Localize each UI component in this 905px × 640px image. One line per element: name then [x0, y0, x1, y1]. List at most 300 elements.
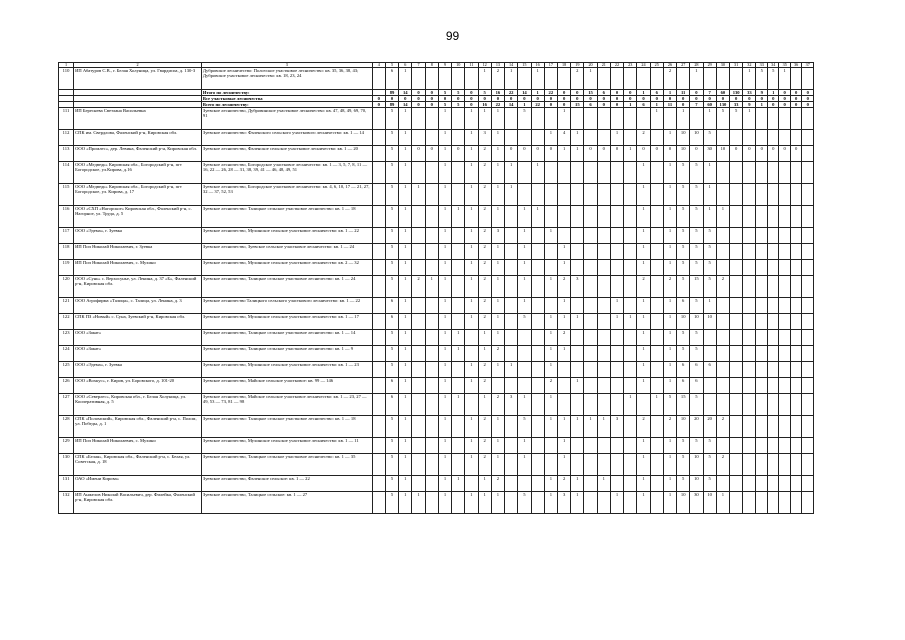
value-cell [802, 162, 814, 184]
value-cell [425, 314, 438, 330]
value-cell [802, 206, 814, 228]
column-header: 2 [74, 63, 202, 68]
column-header: 18 [557, 63, 570, 68]
value-cell [372, 298, 385, 314]
value-cell [597, 68, 610, 90]
column-header: 24 [637, 63, 650, 68]
value-cell: 9 [743, 102, 756, 108]
value-cell [650, 378, 663, 394]
value-cell: 5 [703, 244, 716, 260]
forestry-location: Зуевское лесничество, Мухинское сельское участковое лесничество: кв. 1 — 23 [201, 362, 372, 378]
value-cell: 22 [531, 102, 544, 108]
value-cell [372, 476, 385, 492]
value-cell [571, 184, 584, 206]
column-header: 11 [465, 63, 478, 68]
value-cell [452, 298, 465, 314]
value-cell [802, 378, 814, 394]
organization-name: ИП Поп Николай Николаевич, с. Мухино [74, 260, 202, 276]
row-number: 117 [59, 228, 74, 244]
value-cell: 1 [610, 314, 623, 330]
value-cell: 6 [385, 378, 398, 394]
value-cell [624, 228, 637, 244]
value-cell [544, 260, 557, 276]
value-cell [452, 276, 465, 298]
value-cell [610, 276, 623, 298]
value-cell [557, 362, 570, 378]
value-cell: 14 [399, 90, 412, 96]
value-cell [597, 206, 610, 228]
value-cell [716, 476, 729, 492]
value-cell [465, 394, 478, 416]
value-cell [743, 260, 756, 276]
value-cell: 15 [690, 276, 703, 298]
value-cell [584, 162, 597, 184]
value-cell [802, 438, 814, 454]
value-cell [730, 330, 743, 346]
value-cell [756, 454, 767, 476]
value-cell: 6 [690, 378, 703, 394]
value-cell: 0 [790, 96, 801, 102]
value-cell [610, 162, 623, 184]
table-row [59, 394, 814, 416]
value-cell: 1 [663, 228, 676, 244]
value-cell [571, 362, 584, 378]
value-cell [790, 454, 801, 476]
value-cell: 1 [557, 416, 570, 438]
value-cell [544, 184, 557, 206]
value-cell: 5 [730, 108, 743, 130]
value-cell: 89 [385, 102, 398, 108]
value-cell [372, 416, 385, 438]
value-cell [557, 68, 570, 90]
value-cell: 1 [438, 476, 451, 492]
value-cell: 0 [767, 146, 778, 162]
value-cell: 5 [677, 260, 690, 276]
value-cell [610, 378, 623, 394]
value-cell [779, 228, 790, 244]
value-cell: 0 [767, 102, 778, 108]
value-cell: 10 [703, 314, 716, 330]
table-row [59, 346, 814, 362]
value-cell: 1 [452, 394, 465, 416]
column-header: 33 [756, 63, 767, 68]
value-cell: 1 [663, 476, 676, 492]
value-cell [505, 346, 518, 362]
value-cell [452, 260, 465, 276]
value-cell: 1 [399, 130, 412, 146]
value-cell [802, 330, 814, 346]
value-cell [584, 298, 597, 314]
value-cell [730, 184, 743, 206]
value-cell [743, 416, 756, 438]
value-cell [412, 454, 425, 476]
column-header: 23 [624, 63, 637, 68]
value-cell [790, 346, 801, 362]
row-number: 128 [59, 416, 74, 438]
value-cell [779, 378, 790, 394]
value-cell: 1 [663, 298, 676, 314]
value-cell [531, 438, 544, 454]
value-cell: 10 [703, 492, 716, 514]
value-cell: 1 [743, 108, 756, 130]
value-cell: 1 [465, 130, 478, 146]
value-cell: 1 [637, 346, 650, 362]
value-cell [650, 416, 663, 438]
value-cell: 0 [779, 96, 790, 102]
value-cell: 1 [663, 454, 676, 476]
value-cell [412, 130, 425, 146]
value-cell: 1 [465, 146, 478, 162]
value-cell: 1 [531, 90, 544, 96]
value-cell [716, 346, 729, 362]
table-row [59, 416, 814, 438]
value-cell: 6 [677, 378, 690, 394]
column-header: 29 [703, 63, 716, 68]
value-cell [425, 394, 438, 416]
value-cell: 1 [637, 90, 650, 96]
value-cell [802, 68, 814, 90]
value-cell: 1 [465, 378, 478, 394]
value-cell: 1 [637, 492, 650, 514]
value-cell: 1 [478, 68, 491, 90]
value-cell: 5 [690, 346, 703, 362]
column-header: 9 [438, 63, 451, 68]
value-cell [790, 228, 801, 244]
value-cell [716, 228, 729, 244]
value-cell [743, 184, 756, 206]
value-cell [790, 330, 801, 346]
organization-name: ИП Поп Николай Николаевич, с. Мухино [74, 438, 202, 454]
value-cell [624, 492, 637, 514]
column-header: 21 [597, 63, 610, 68]
value-cell [412, 314, 425, 330]
value-cell: 0 [412, 96, 425, 102]
value-cell: 1 [465, 298, 478, 314]
value-cell [425, 330, 438, 346]
value-cell [597, 330, 610, 346]
value-cell [531, 108, 544, 130]
value-cell [802, 276, 814, 298]
value-cell [425, 454, 438, 476]
value-cell: 1 [452, 330, 465, 346]
value-cell [790, 394, 801, 416]
value-cell: 1 [571, 314, 584, 330]
value-cell: 1 [425, 276, 438, 298]
value-cell: 5 [716, 108, 729, 130]
value-cell [624, 416, 637, 438]
value-cell: 5 [703, 260, 716, 276]
value-cell [571, 346, 584, 362]
value-cell [767, 276, 778, 298]
value-cell: 1 [703, 184, 716, 206]
value-cell [730, 162, 743, 184]
value-cell [425, 228, 438, 244]
value-cell [756, 206, 767, 228]
value-cell [779, 108, 790, 130]
value-cell: 1 [399, 330, 412, 346]
value-cell: 5 [677, 228, 690, 244]
value-cell [425, 492, 438, 514]
value-cell: 1 [637, 378, 650, 394]
forestry-location: Зуевское лесничество Талицкого сельского участкового лесничество: кв. 1 — 22 [201, 298, 372, 314]
value-cell: 2 [478, 276, 491, 298]
value-cell [412, 260, 425, 276]
value-cell [767, 346, 778, 362]
table-row [59, 68, 814, 90]
column-header: 4 [372, 63, 385, 68]
value-cell: 0 [597, 102, 610, 108]
value-cell: 1 [557, 454, 570, 476]
value-cell: 1 [518, 260, 531, 276]
value-cell [610, 476, 623, 492]
value-cell: 0 [756, 146, 767, 162]
value-cell: 7 [703, 90, 716, 96]
value-cell: 1 [597, 416, 610, 438]
value-cell [425, 378, 438, 394]
value-cell: 5 [690, 394, 703, 416]
value-cell [571, 260, 584, 276]
value-cell: 1 [544, 228, 557, 244]
value-cell: 1 [663, 378, 676, 394]
value-cell [465, 346, 478, 362]
value-cell: 0 [690, 146, 703, 162]
value-cell: 1 [412, 492, 425, 514]
value-cell [531, 416, 544, 438]
table-row [59, 108, 814, 130]
value-cell [767, 162, 778, 184]
value-cell: 0 [571, 96, 584, 102]
value-cell: 1 [465, 492, 478, 514]
row-number: 116 [59, 206, 74, 228]
value-cell: 1 [452, 476, 465, 492]
value-cell [571, 394, 584, 416]
value-cell: 5 [385, 108, 398, 130]
value-cell: 1 [544, 492, 557, 514]
value-cell: 5 [703, 228, 716, 244]
value-cell: 0 [790, 146, 801, 162]
value-cell: 1 [637, 206, 650, 228]
value-cell: 1 [452, 206, 465, 228]
value-cell: 0 [531, 96, 544, 102]
value-cell [756, 162, 767, 184]
value-cell [650, 298, 663, 314]
value-cell [790, 206, 801, 228]
value-cell [597, 298, 610, 314]
value-cell [452, 378, 465, 394]
value-cell [703, 68, 716, 90]
organization-name: ООО «Закат» [74, 346, 202, 362]
value-cell [491, 378, 504, 394]
forestry-location: Зуевское лесничество, Мухинское сельское участковое лесничество: кв. 1 — 11 [201, 438, 372, 454]
row-number: 129 [59, 438, 74, 454]
value-cell [610, 330, 623, 346]
value-cell: 2 [571, 68, 584, 90]
value-cell: 1 [505, 362, 518, 378]
table-row [59, 244, 814, 260]
value-cell: 2 [478, 438, 491, 454]
value-cell: 1 [438, 228, 451, 244]
value-cell: 0 [703, 96, 716, 102]
total-label: Всего по лесничеству: [201, 102, 372, 108]
value-cell [584, 260, 597, 276]
value-cell: 1 [399, 244, 412, 260]
row-number: 113 [59, 146, 74, 162]
value-cell: 1 [650, 108, 663, 130]
value-cell [790, 362, 801, 378]
value-cell [544, 206, 557, 228]
value-cell: 1 [438, 146, 451, 162]
value-cell: 3 [478, 130, 491, 146]
value-cell [531, 314, 544, 330]
value-cell: 5 [703, 454, 716, 476]
value-cell [802, 394, 814, 416]
value-cell [756, 438, 767, 454]
value-cell: 5 [385, 276, 398, 298]
value-cell [624, 260, 637, 276]
value-cell [531, 330, 544, 346]
value-cell: 5 [452, 90, 465, 96]
value-cell [756, 346, 767, 362]
value-cell: 0 [690, 90, 703, 96]
organization-name: ИП Береснева Светлана Васильевна [74, 108, 202, 130]
value-cell: 5 [703, 438, 716, 454]
value-cell: 5 [385, 260, 398, 276]
value-cell [802, 346, 814, 362]
value-cell [743, 228, 756, 244]
value-cell: 1 [544, 276, 557, 298]
value-cell: 1 [663, 162, 676, 184]
value-cell [767, 244, 778, 260]
value-cell: 5 [690, 162, 703, 184]
value-cell [597, 438, 610, 454]
value-cell [730, 276, 743, 298]
value-cell: 6 [690, 362, 703, 378]
value-cell: 1 [478, 330, 491, 346]
value-cell [412, 108, 425, 130]
value-cell: 0 [544, 102, 557, 108]
value-cell: 0 [756, 96, 767, 102]
value-cell [518, 330, 531, 346]
value-cell [624, 298, 637, 314]
value-cell [790, 438, 801, 454]
value-cell [743, 378, 756, 394]
table-row [59, 454, 814, 476]
value-cell: 2 [663, 276, 676, 298]
value-cell: 20 [703, 416, 716, 438]
value-cell: 1 [557, 260, 570, 276]
value-cell [802, 362, 814, 378]
value-cell [790, 184, 801, 206]
value-cell [716, 68, 729, 90]
value-cell [505, 330, 518, 346]
value-cell: 1 [663, 492, 676, 514]
value-cell [425, 416, 438, 438]
value-cell [452, 244, 465, 260]
value-cell: 0 [465, 90, 478, 96]
value-cell: 1 [491, 416, 504, 438]
value-cell [505, 314, 518, 330]
value-cell: 1 [557, 244, 570, 260]
organization-name: ОАО «Имени Кирова» [74, 476, 202, 492]
value-cell: 1 [663, 260, 676, 276]
value-cell: 6 [385, 394, 398, 416]
value-cell [372, 162, 385, 184]
column-header: 5 [385, 63, 398, 68]
value-cell: 1 [399, 346, 412, 362]
value-cell [425, 260, 438, 276]
value-cell [531, 276, 544, 298]
value-cell: 1 [518, 438, 531, 454]
value-cell [452, 162, 465, 184]
value-cell: 1 [438, 276, 451, 298]
value-cell [650, 260, 663, 276]
value-cell: 2 [544, 378, 557, 394]
value-cell: 1 [544, 314, 557, 330]
value-cell: 1 [703, 206, 716, 228]
value-cell [756, 362, 767, 378]
value-cell: 5 [385, 362, 398, 378]
value-cell: 5 [677, 162, 690, 184]
value-cell: 0 [743, 96, 756, 102]
value-cell [425, 130, 438, 146]
value-cell: 1 [491, 260, 504, 276]
value-cell [756, 330, 767, 346]
value-cell [790, 492, 801, 514]
value-cell: 5 [385, 146, 398, 162]
value-cell [372, 394, 385, 416]
value-cell: 1 [544, 362, 557, 378]
value-cell: 1 [491, 362, 504, 378]
value-cell [624, 276, 637, 298]
value-cell [372, 346, 385, 362]
value-cell [716, 438, 729, 454]
column-header: 10 [452, 63, 465, 68]
value-cell: 0 [505, 96, 518, 102]
table-row [59, 184, 814, 206]
value-cell [716, 260, 729, 276]
value-cell: 5 [677, 244, 690, 260]
value-cell [767, 108, 778, 130]
value-cell: 1 [610, 298, 623, 314]
value-cell: 1 [478, 346, 491, 362]
value-cell: 1 [571, 146, 584, 162]
value-cell [743, 244, 756, 260]
value-cell [425, 346, 438, 362]
value-cell: 0 [743, 146, 756, 162]
value-cell: 1 [677, 108, 690, 130]
organization-name: СПК им. Свердлова, Фаленский р-н, Кировская обл. [74, 130, 202, 146]
value-cell [650, 476, 663, 492]
value-cell: 1 [491, 298, 504, 314]
value-cell [650, 228, 663, 244]
value-cell [767, 184, 778, 206]
value-cell: 1 [399, 260, 412, 276]
value-cell [767, 260, 778, 276]
forestry-location: Зуевское лесничество: Талицкое сельское участковое лесничество: кв. 1 — 18 [201, 416, 372, 438]
value-cell: 0 [663, 96, 676, 102]
value-cell [767, 298, 778, 314]
value-cell [372, 438, 385, 454]
value-cell: 1 [399, 68, 412, 90]
row-number: 111 [59, 108, 74, 130]
value-cell [571, 162, 584, 184]
value-cell [767, 476, 778, 492]
value-cell: 1 [637, 260, 650, 276]
value-cell: 1 [491, 146, 504, 162]
value-cell [624, 454, 637, 476]
value-cell [372, 130, 385, 146]
value-cell [584, 130, 597, 146]
